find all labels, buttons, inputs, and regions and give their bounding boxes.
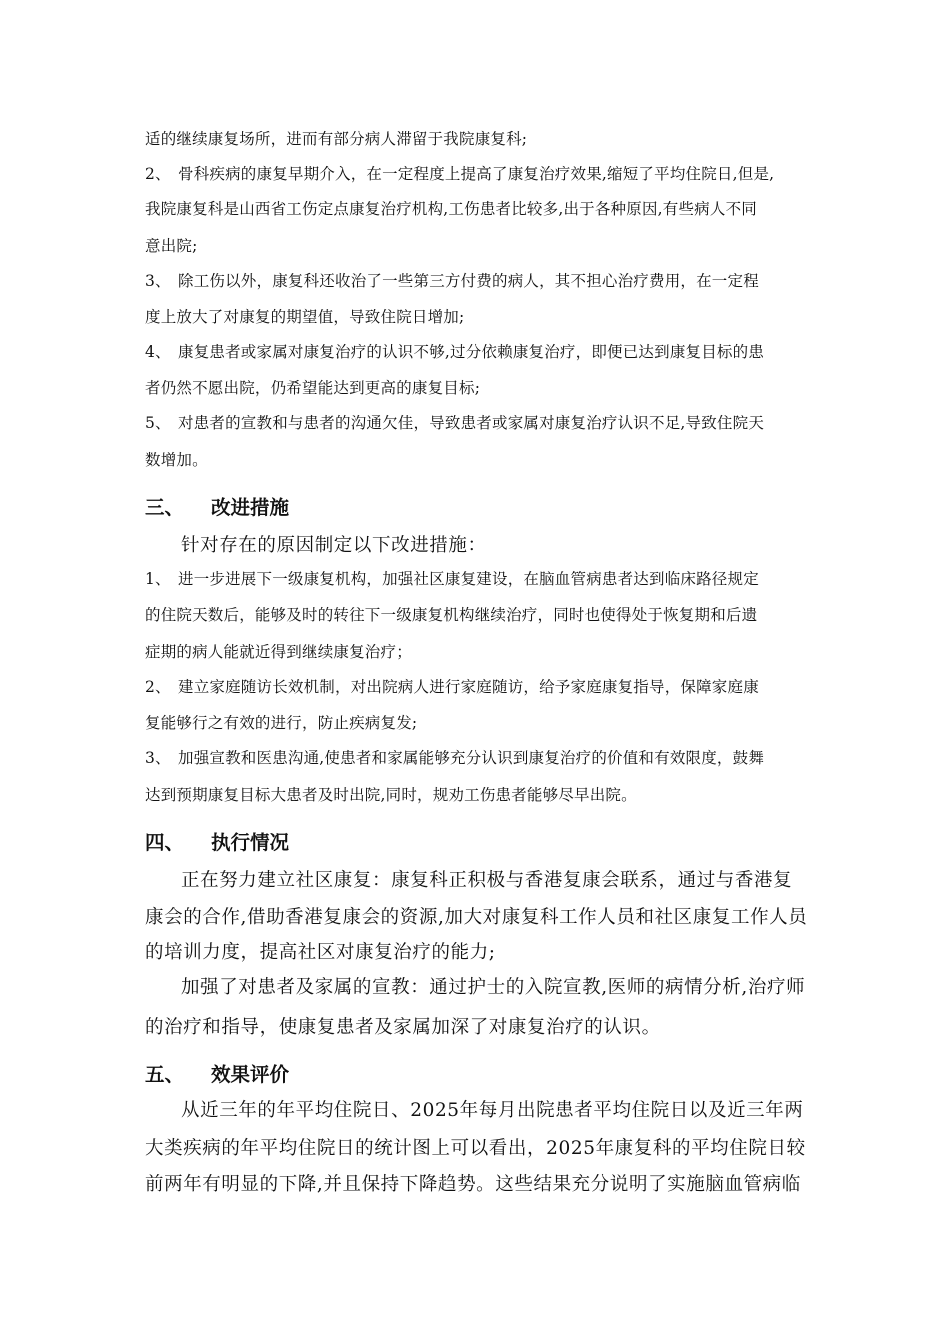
section-heading-5 — [145, 1059, 289, 1087]
paragraph-line: 大类疾病的年平均住院日的统计图上可以看出，2025年康复科的平均住院日较 — [145, 1138, 806, 1159]
list-text: 加强宣教和医患沟通,使患者和家属能够充分认识到康复治疗的价值和有效限度，鼓舞 — [178, 749, 765, 767]
list-text: 骨科疾病的康复早期介入，在一定程度上提高了康复治疗效果,缩短了平均住院日,但是, — [178, 165, 775, 183]
list-item-1 — [145, 567, 759, 589]
list-text: 对患者的宣教和与患者的沟通欠佳，导致患者或家属对康复治疗认识不足,导致住院天 — [178, 414, 765, 432]
paragraph-line: 从近三年的年平均住院日、2025年每月出院患者平均住院日以及近三年两 — [181, 1100, 804, 1121]
list-number: 3、 — [145, 749, 171, 767]
list-number: 5、 — [145, 414, 171, 432]
paragraph-line: 的住院天数后，能够及时的转往下一级康复机构继续治疗，同时也使得处于恢复期和后遗 — [145, 606, 758, 624]
section-title: 执行情况 — [211, 831, 290, 854]
paragraph-line: 适的继续康复场所，进而有部分病人滞留于我院康复科; — [145, 130, 528, 148]
list-item-3 — [145, 269, 759, 291]
list-number: 1、 — [145, 570, 171, 588]
section-heading-4 — [145, 827, 289, 855]
section-heading-3 — [145, 492, 289, 520]
paragraph-line: 我院康复科是山西省工伤定点康复治疗机构,工伤患者比较多,出于各种原因,有些病人不同 — [145, 200, 757, 218]
list-item-5 — [145, 411, 764, 433]
paragraph-line: 数增加。 — [145, 451, 208, 469]
section-number: 五、 — [145, 1063, 185, 1086]
list-item-4 — [145, 340, 764, 362]
list-text: 建立家庭随访长效机制，对出院病人进行家庭随访，给予家庭康复指导，保障家庭康 — [178, 678, 759, 696]
paragraph-line: 的培训力度，提高社区对康复治疗的能力; — [145, 942, 496, 963]
list-item-2 — [145, 675, 759, 697]
paragraph-line: 正在努力建立社区康复：康复科正积极与香港复康会联系，通过与香港复 — [181, 870, 793, 891]
section-intro: 针对存在的原因制定以下改进措施： — [181, 535, 487, 556]
paragraph-line: 康会的合作,借助香港复康会的资源,加大对康复科工作人员和社区康复工作人员 — [145, 907, 808, 928]
paragraph-line: 者仍然不愿出院，仍希望能达到更高的康复目标; — [145, 379, 481, 397]
paragraph-line: 达到预期康复目标大患者及时出院,同时，规劝工伤患者能够尽早出院。 — [145, 786, 637, 804]
section-title: 效果评价 — [211, 1063, 290, 1086]
list-text: 进一步进展下一级康复机构，加强社区康复建设，在脑血管病患者达到临床路径规定 — [178, 570, 759, 588]
list-number: 2、 — [145, 678, 171, 696]
section-number: 四、 — [145, 831, 185, 854]
list-number: 3、 — [145, 272, 171, 290]
list-item-3 — [145, 746, 764, 768]
list-number: 2、 — [145, 165, 171, 183]
paragraph-line: 加强了对患者及家属的宣教：通过护士的入院宣教,医师的病情分析,治疗师 — [181, 977, 806, 998]
list-item-2 — [145, 162, 774, 184]
paragraph-line: 前两年有明显的下降,并且保持下降趋势。这些结果充分说明了实施脑血管病临 — [145, 1174, 801, 1195]
list-number: 4、 — [145, 343, 171, 361]
section-number: 三、 — [145, 496, 185, 519]
list-text: 除工伤以外，康复科还收治了一些第三方付费的病人，其不担心治疗费用，在一定程 — [178, 272, 759, 290]
paragraph-line: 意出院; — [145, 237, 198, 255]
paragraph-line: 复能够行之有效的进行，防止疾病复发; — [145, 714, 418, 732]
paragraph-line: 度上放大了对康复的期望值，导致住院日增加; — [145, 308, 465, 326]
section-title: 改进措施 — [211, 496, 290, 519]
list-text: 康复患者或家属对康复治疗的认识不够,过分依赖康复治疗，即便已达到康复目标的患 — [178, 343, 765, 361]
paragraph-line: 的治疗和指导，使康复患者及家属加深了对康复治疗的认识。 — [145, 1017, 661, 1038]
paragraph-line: 症期的病人能就近得到继续康复治疗； — [145, 643, 412, 661]
